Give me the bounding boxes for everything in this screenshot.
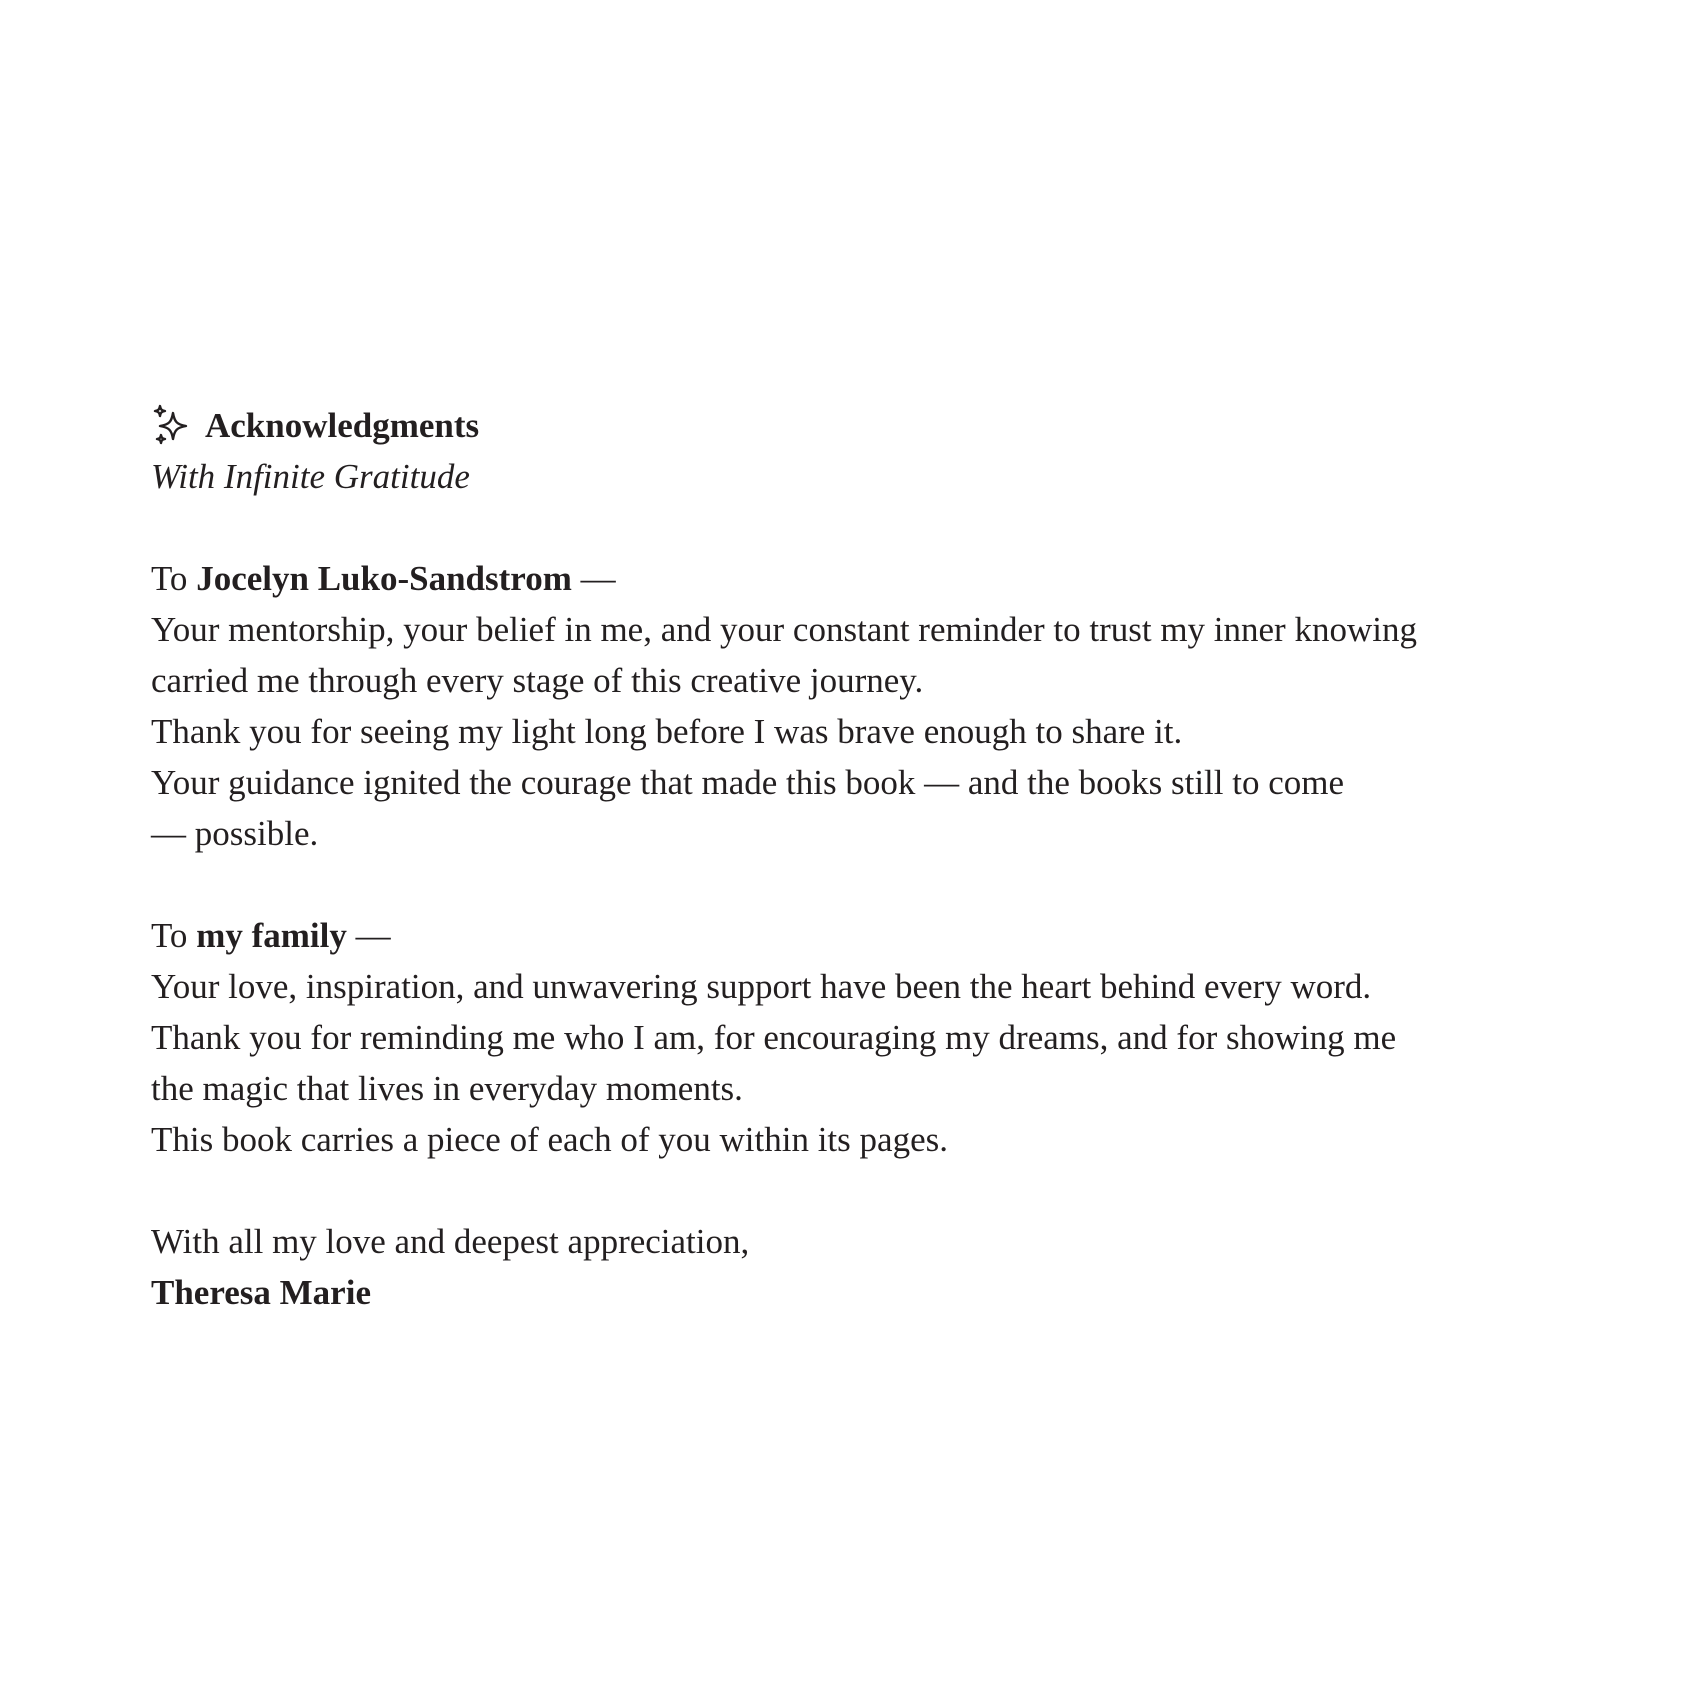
section2-header: [151, 910, 1571, 961]
page-title: Acknowledgments: [205, 406, 480, 445]
sparkles-icon: [151, 404, 195, 448]
heading: [151, 400, 1571, 451]
closing-line: With all my love and deepest appreciation,: [151, 1222, 750, 1261]
section1-line: Thank you for seeing my light long before I was brave enough to share it.: [151, 712, 1183, 751]
spacer: [151, 1165, 1571, 1216]
section1-recipient: Jocelyn Luko-Sandstrom: [196, 559, 572, 598]
section2-line: This book carries a piece of each of you within its pages.: [151, 1120, 948, 1159]
section2-dash: —: [346, 916, 391, 955]
spacer: [151, 502, 1571, 553]
section1-dash: —: [571, 559, 616, 598]
signature: Theresa Marie: [151, 1273, 371, 1312]
section2-to: To: [151, 916, 197, 955]
section2-recipient: my family: [196, 916, 347, 955]
section1-line: Your guidance ignited the courage that made this book — and the books still to come: [151, 763, 1345, 802]
acknowledgments-page: [151, 400, 1571, 1318]
page-subtitle: With Infinite Gratitude: [151, 457, 470, 496]
section1-to: To: [151, 559, 197, 598]
section1-line: Your mentorship, your belief in me, and your constant reminder to trust my inner knowing: [151, 610, 1417, 649]
section2-line: the magic that lives in everyday moments.: [151, 1069, 743, 1108]
section2-line: Your love, inspiration, and unwavering support have been the heart behind every word.: [151, 967, 1372, 1006]
spacer: [151, 859, 1571, 910]
section1-line: carried me through every stage of this creative journey.: [151, 661, 924, 700]
section1-line: — possible.: [151, 814, 319, 853]
section2-line: Thank you for reminding me who I am, for encouraging my dreams, and for showing me: [151, 1018, 1397, 1057]
section1-header: [151, 553, 1571, 604]
